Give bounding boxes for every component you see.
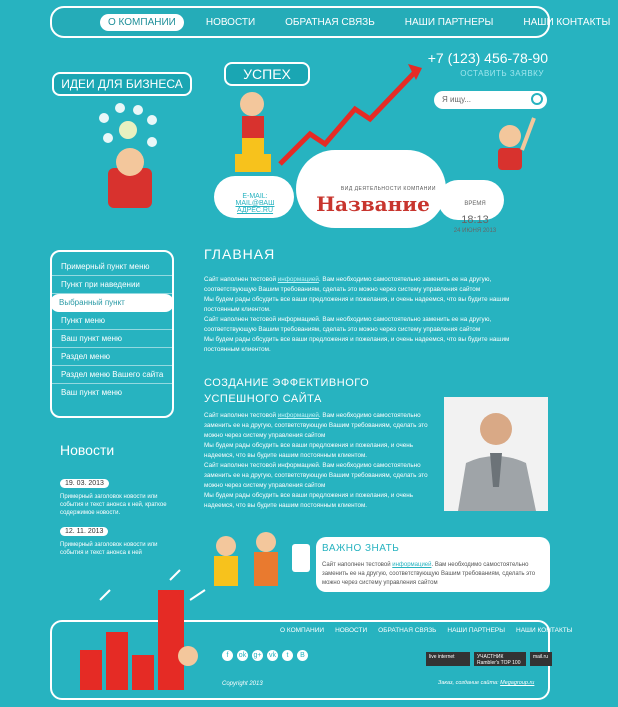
text-fragment: . Вам необходимо самостоятельно заменить ее на другую, соответствующую Вашим требованиям, сделать это можно через систему управления сайтом — [204, 276, 492, 293]
menu-item-hover[interactable]: Пункт при наведении — [52, 276, 172, 294]
news-title: Новости — [60, 442, 115, 458]
text-fragment: Сайт наполнен тестовой — [204, 412, 278, 419]
search-icon[interactable] — [531, 93, 543, 105]
search-input[interactable] — [434, 91, 547, 109]
info-link[interactable]: информацией — [277, 412, 319, 419]
twitter-icon[interactable]: t — [282, 650, 293, 661]
text-fragment: . Вам необходимо самостоятельно заменить ее на другую, соответствующую Вашим требованиям, сделать это можно через систему управления сайтом — [204, 412, 428, 439]
mailru-badge[interactable]: mail.ru — [530, 652, 552, 666]
bubble-ideas — [52, 72, 192, 96]
text-paragraph: Мы будем рады обсудить все ваши предложения и пожелания, и очень надеемся, что вы будите нашим постоянным клиентом. — [204, 492, 413, 509]
time-value: 18:13 — [461, 214, 489, 226]
businessman-ideas-illustration — [90, 96, 170, 216]
text-paragraph: Мы будем рады обсудить все ваши предложения и пожелания, и очень надеемся, что вы будите нашим постоянным клиентом. — [204, 442, 413, 459]
company-logo[interactable] — [310, 186, 436, 216]
info-link[interactable]: информацией — [277, 276, 319, 283]
page-title: ГЛАВНАЯ — [204, 246, 276, 262]
company-subtitle: ВИД ДЕЯТЕЛЬНОСТИ КОМПАНИИ — [340, 186, 436, 192]
company-name: Название — [316, 192, 430, 216]
menu-item[interactable]: Ваш пункт меню — [61, 388, 123, 397]
businessman-photo — [444, 397, 548, 511]
nav-item-news[interactable]: НОВОСТИ — [205, 16, 256, 28]
menu-item[interactable]: Примерный пункт меню — [52, 258, 172, 276]
text-fragment: Сайт наполнен тестовой — [204, 276, 278, 283]
liveinternet-badge[interactable]: live internet — [426, 652, 470, 666]
info-link[interactable]: информацией — [392, 562, 432, 568]
bubble-ideas-text: ИДЕИ ДЛЯ БИЗНЕСА — [61, 77, 183, 91]
celebrating-man-illustration — [484, 108, 544, 178]
footer-navigation — [280, 627, 573, 634]
footer-link-feedback[interactable]: ОБРАТНАЯ СВЯЗЬ — [378, 627, 437, 634]
text-paragraph: Мы будем рады обсудить все ваши предложения и пожелания, и очень надеемся, что вы будите нашим постоянным клиентом. — [204, 336, 510, 353]
copyright: Copyright 2013 — [222, 681, 263, 687]
top-navigation — [50, 6, 611, 38]
footer-link-partners[interactable]: НАШИ ПАРТНЕРЫ — [447, 627, 505, 634]
callback-link[interactable]: ОСТАВИТЬ ЗАЯВКУ — [460, 69, 544, 78]
rambler-badge[interactable]: УЧАСТНИК Rambler's TOP 100 — [474, 652, 526, 666]
sidebar-menu — [50, 250, 174, 418]
menu-item[interactable]: Раздел меню Вашего сайта — [52, 366, 172, 384]
date-value: 24 ИЮНЯ 2013 — [453, 228, 497, 234]
time-label: ВРЕМЯ — [464, 201, 486, 207]
nav-item-about[interactable]: О КОМПАНИИ — [100, 14, 184, 31]
nav-item-contacts[interactable]: НАШИ КОНТАКТЫ — [523, 16, 611, 28]
vk-icon[interactable]: B — [297, 650, 308, 661]
important-block — [316, 537, 550, 592]
text-paragraph: Сайт наполнен тестовой информацией. Вам необходимо самостоятельно заменить ее на другую, соответствующую Вашим требованиям, сделать это можно через систему управления сайтом — [204, 462, 428, 489]
footer-link-news[interactable]: НОВОСТИ — [335, 627, 368, 634]
counter-badges — [426, 652, 552, 666]
menu-item[interactable]: Раздел меню — [52, 348, 172, 366]
news-item[interactable] — [60, 520, 172, 557]
important-title: ВАЖНО ЗНАТЬ — [322, 543, 400, 554]
footer-link-contacts[interactable]: НАШИ КОНТАКТЫ — [516, 627, 573, 634]
subtitle-line: СОЗДАНИЕ ЭФФЕКТИВНОГО — [204, 377, 370, 389]
social-icons — [222, 650, 308, 661]
text-fragment: . Вам необходимо самостоятельно заменить ее на другую, соответствующую Вашим требованиям, сделать это можно через систему управления сайтом — [322, 562, 536, 586]
text-paragraph: Мы будем рады обсудить все ваши предложения и пожелания, и очень надеемся, что вы будите нашим постоянным клиентом. — [204, 296, 510, 313]
team-illustration — [204, 528, 314, 598]
menu-item[interactable]: Ваш пункт меню — [52, 330, 172, 348]
bubble-success-text: УСПЕХ — [243, 66, 291, 82]
main-text — [204, 275, 544, 355]
developer-label: Заказ, создание сайта: — [438, 680, 501, 686]
text-paragraph: Сайт наполнен тестовой информацией. Вам необходимо самостоятельно заменить ее на другую, соответствующую Вашим требованиям, сделать это можно через систему управления сайтом — [204, 316, 492, 333]
vk-icon[interactable]: vk — [269, 652, 276, 659]
developer-link[interactable]: Megagroup.ru — [500, 680, 535, 686]
section-subtitle — [204, 375, 369, 407]
businessman-photo-image — [444, 397, 548, 511]
nav-item-feedback[interactable]: ОБРАТНАЯ СВЯЗЬ — [285, 16, 375, 28]
email-block — [222, 193, 288, 214]
important-text — [322, 561, 546, 588]
subtitle-line: УСПЕШНОГО САЙТА — [204, 393, 322, 405]
news-text[interactable]: Примерный заголовок новости или события и текст анонса к ней, краткое содержимое новости. — [60, 494, 167, 516]
news-text[interactable]: Примерный заголовок новости или события и текст анонса к ней — [60, 542, 158, 556]
odnoklassniki-icon[interactable]: ok — [238, 652, 247, 659]
news-date: 12. 11. 2013 — [60, 527, 108, 536]
bar-chart-illustration — [60, 560, 220, 700]
developer-credit — [438, 680, 534, 686]
news-item[interactable] — [60, 472, 172, 517]
phone-number[interactable]: +7 (123) 456-78-90 — [427, 50, 548, 66]
footer-link-about[interactable]: О КОМПАНИИ — [280, 627, 325, 634]
section-text — [204, 411, 434, 511]
clock-block — [450, 192, 500, 234]
google-plus-icon[interactable]: g+ — [253, 652, 262, 659]
news-date: 19. 03. 2013 — [60, 479, 109, 488]
nav-item-partners[interactable]: НАШИ ПАРТНЕРЫ — [404, 16, 494, 28]
menu-item-selected[interactable]: Выбранный пункт — [50, 294, 174, 312]
menu-item[interactable]: Пункт меню — [52, 312, 172, 330]
email-link[interactable]: MAIL@ВАШ АДРЕС.RU — [235, 200, 275, 214]
text-fragment: Сайт наполнен тестовой — [322, 562, 393, 568]
search-placeholder: Я ищу... — [442, 95, 472, 104]
facebook-icon[interactable]: f — [222, 650, 233, 661]
email-label: E-MAIL: — [242, 193, 268, 200]
